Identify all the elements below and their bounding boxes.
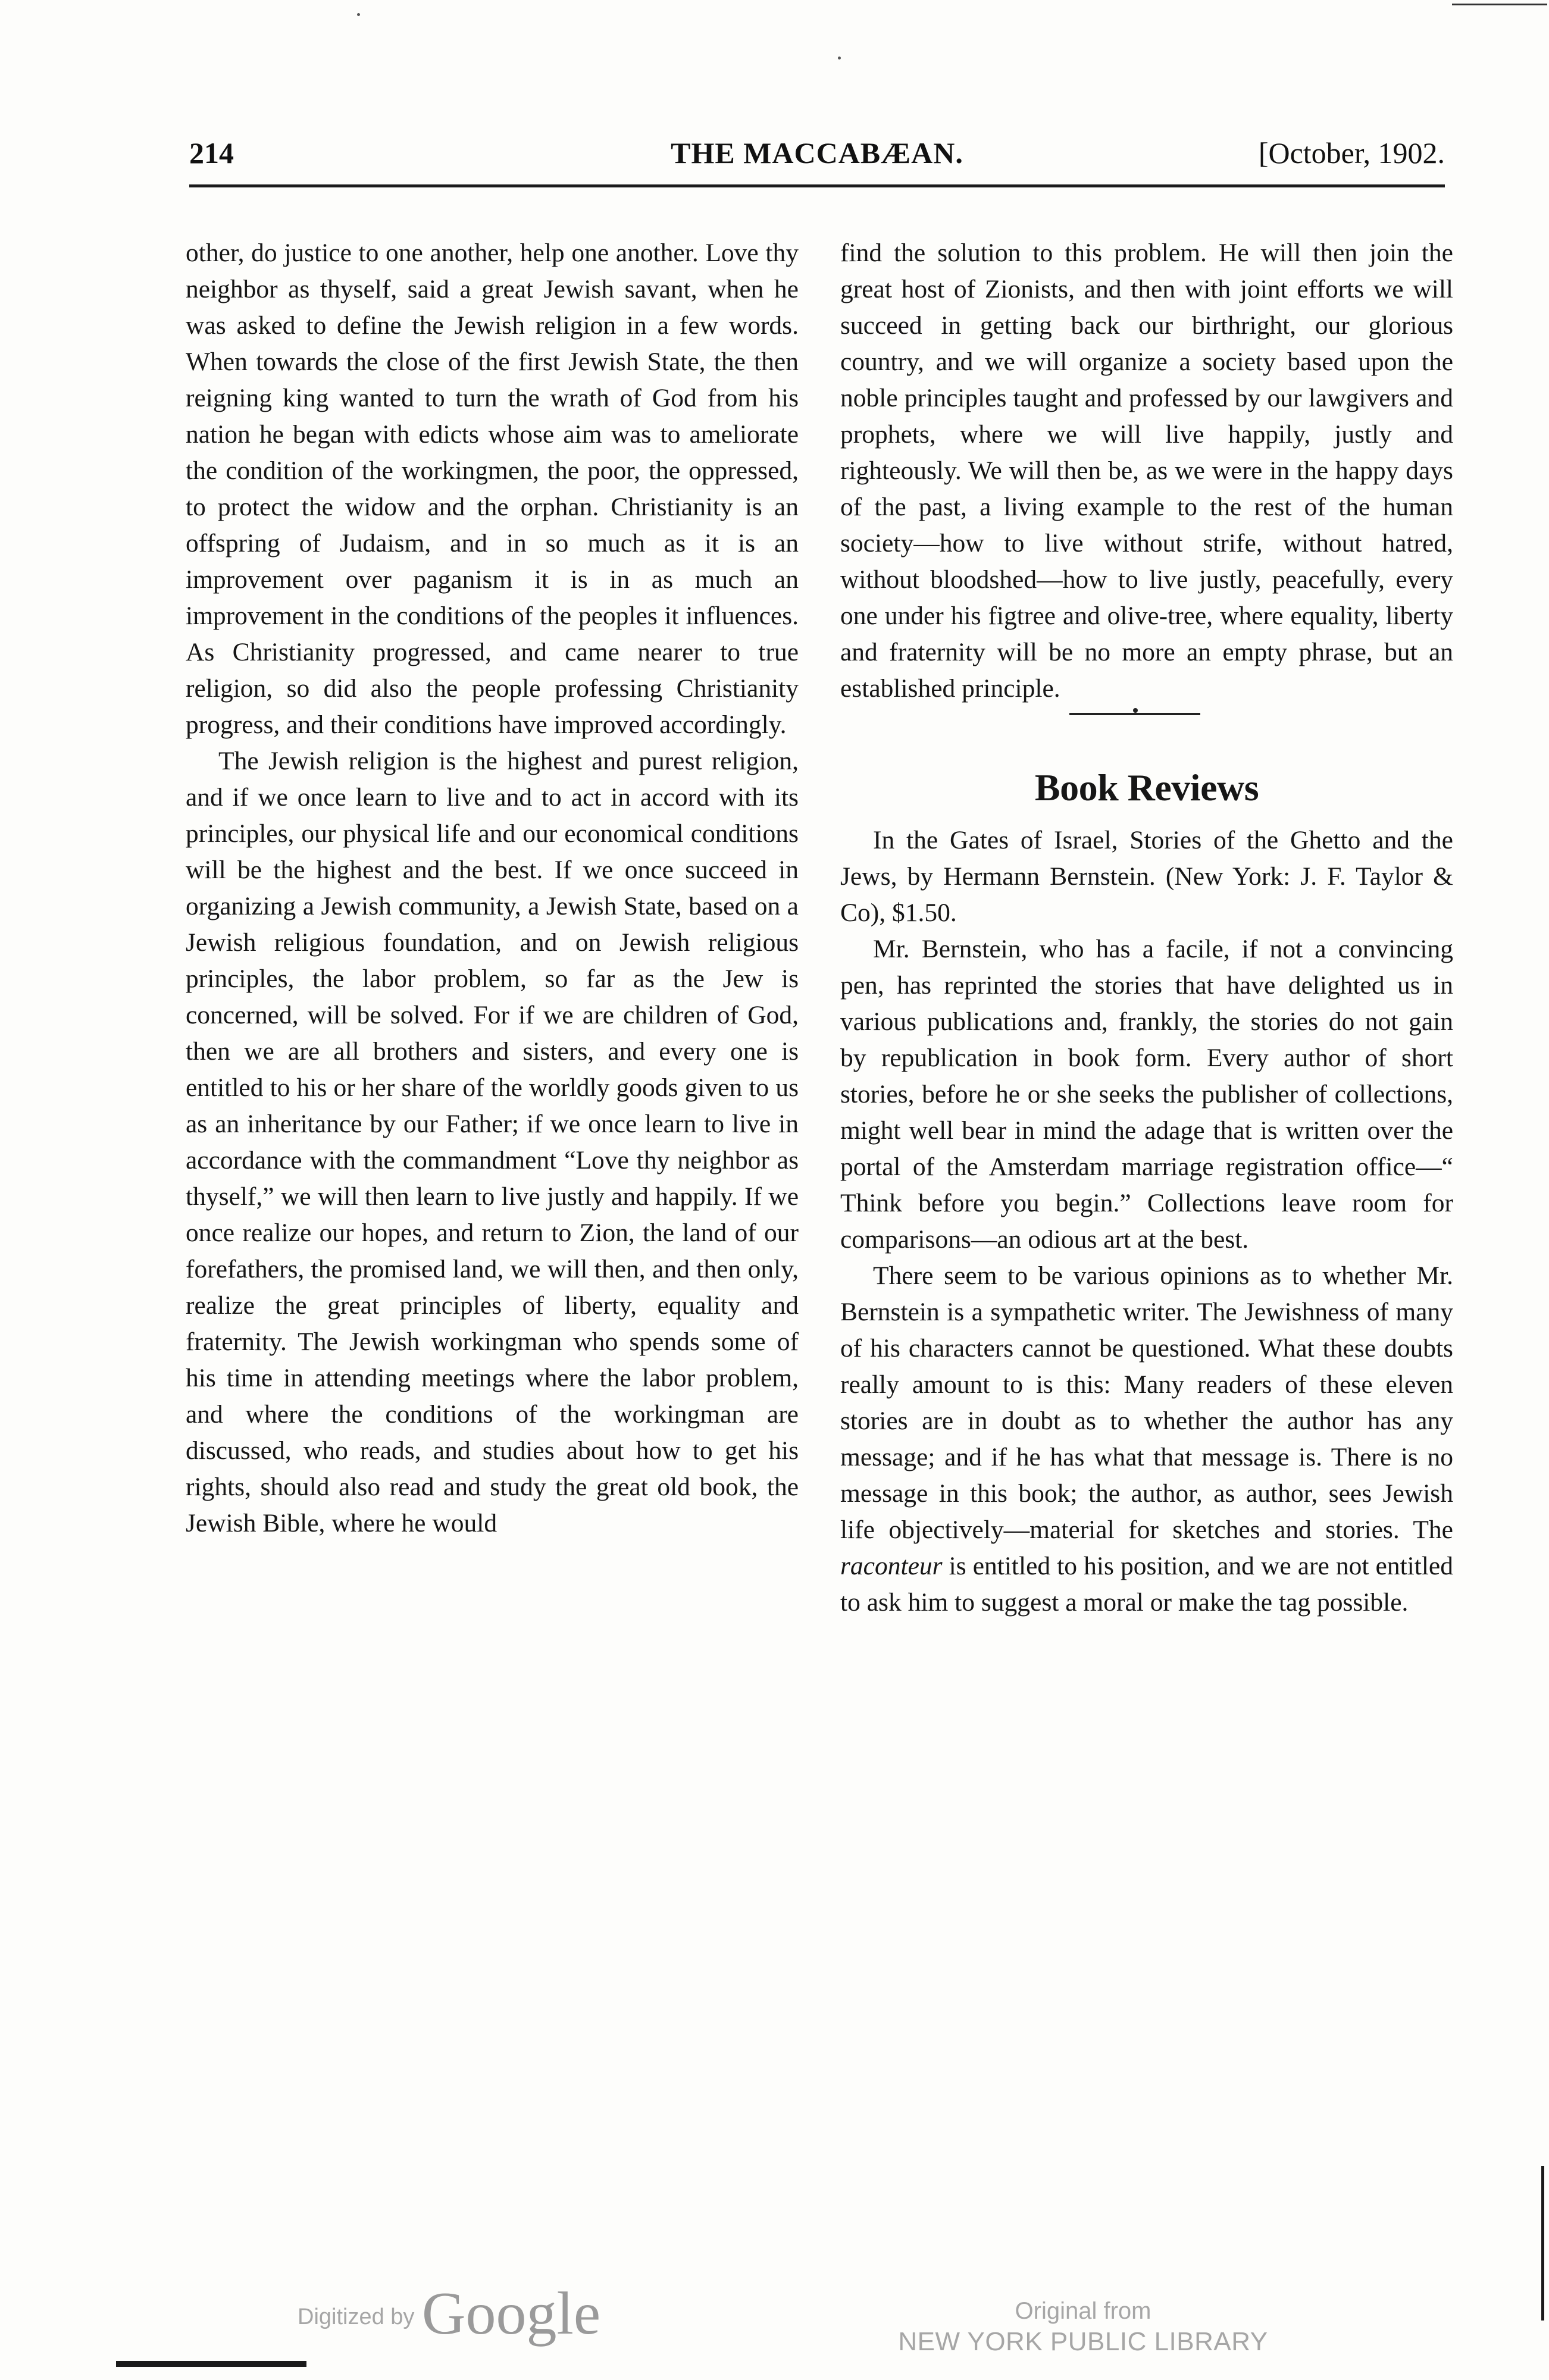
scan-edge-mark xyxy=(1541,2166,1544,2320)
review-paragraph xyxy=(840,1258,1453,1621)
original-from-label: Original from xyxy=(1015,2298,1151,2324)
issue-date: [October, 1902. xyxy=(1258,136,1445,170)
library-name: NEW YORK PUBLIC LIBRARY xyxy=(898,2327,1268,2356)
body-paragraph: The Jewish religion is the highest and purest religion, and if we once learn to live and to act in accord with its principles, our physical life and our economical conditions will be the highest and the best. If we once succeed in organizing a Jewish community, a Jewish State, based on a Jewish religious foundation, and on Jewish religious principles, the labor problem, so far as the Jew is concerned, will be solved. For if we are children of God, then we are all brothers and sisters, and every one is entitled to his or her share of the worldly goods given to us as an inheritance by our Father; if we once learn to live in accordance with the commandment “Love thy neighbor as thyself,” we will then learn to live justly and happily. If we once realize our hopes, and return to Zion, the land of our forefathers, the promised land, we will then, and then only, realize the great principles of liberty, equality and fraternity. The Jewish workingman who spends some of his time in attending meetings where the labor problem, and where the conditions of the workingman are discussed, who reads, and studies about how to get his rights, should also read and study the great old book, the Jewish Bible, where he would xyxy=(186,747,799,1537)
scan-edge-mark xyxy=(116,2361,306,2367)
left-column xyxy=(186,235,799,1542)
right-column xyxy=(840,235,1453,1621)
italic-term: raconteur xyxy=(840,1552,943,1580)
review-text: There seem to be various opinions as to whether Mr. Bernstein is a sympathetic writer. The Jewishness of many of his characters cannot be questioned. What these doubts really amount to is this: Many readers of these eleven stories are in doubt as to whether the author has any message; and if he has what that message is. There is no message in this book; the author, as author, sees Jewish life objectively—material for sketches and stories. The xyxy=(840,1261,1453,1544)
header-rule xyxy=(189,184,1445,187)
journal-title: THE MACCABÆAN. xyxy=(671,136,963,170)
section-separator xyxy=(840,707,1453,764)
page-number: 214 xyxy=(189,136,234,170)
separator-rule xyxy=(1069,713,1200,715)
body-paragraph: other, do justice to one another, help one another. Love thy neighbor as thyself, said a great Jewish savant, when he was asked to define the Jewish religion in a few words. When towards the close of the first Jewish State, the then reigning king wanted to turn the wrath of God from his nation he began with edicts whose aim was to ameliorate the condition of the workingmen, the poor, the oppressed, to protect the widow and the orphan. Christianity is an offspring of Judaism, and in so much as it is an improvement over paganism it is in as much an improvement in the conditions of the peoples it influences. As Christianity progressed, and came nearer to true religion, so did also the people professing Christianity progress, and their conditions have improved accordingly. xyxy=(186,239,799,739)
body-paragraph-continuation: find the solution to this problem. He will then join the great host of Zionists, and then with joint efforts we will succeed in getting back our birthright, our glorious country, and we will organize a society based upon the noble principles taught and professed by our lawgivers and prophets, where we will live happily, justly and righteously. We will then be, as we were in the happy days of the past, a living example to the rest of the human society—how to live without strife, without hatred, without bloodshed—how to live justly, peacefully, every one under his figtree and olive-tree, where equality, liberty and fraternity will be no more an empty phrase, but an established principle. xyxy=(840,239,1453,703)
review-citation: In the Gates of Israel, Stories of the Ghetto and the Jews, by Hermann Bernstein. (New York: J. F. Taylor & Co), $1.50. xyxy=(840,826,1453,927)
digitized-by-watermark xyxy=(298,2279,601,2347)
review-paragraph: Mr. Bernstein, who has a facile, if not a convincing pen, has reprinted the stories that have delighted us in various publications and, frankly, the stories do not gain by republication in book form. Every author of short stories, before he or she seeks the publisher of collections, might well bear in mind the adage that is written over the portal of the Amsterdam marriage registration office—“ Think before you begin.” Collections leave room for comparisons—an odious art at the best. xyxy=(840,935,1453,1254)
scan-edge-mark xyxy=(1452,4,1547,5)
digitized-by-label: Digitized by xyxy=(298,2304,415,2329)
scan-speck xyxy=(838,57,841,60)
scan-speck xyxy=(357,13,360,16)
running-header xyxy=(189,136,1445,171)
google-logo: Google xyxy=(421,2280,601,2347)
review-text: is entitled to his position, and we are not entitled to ask him to suggest a moral or make the tag possible. xyxy=(840,1552,1453,1617)
section-heading: Book Reviews xyxy=(1034,766,1259,809)
source-library-watermark xyxy=(893,2296,1273,2357)
separator-dot xyxy=(1133,708,1138,713)
